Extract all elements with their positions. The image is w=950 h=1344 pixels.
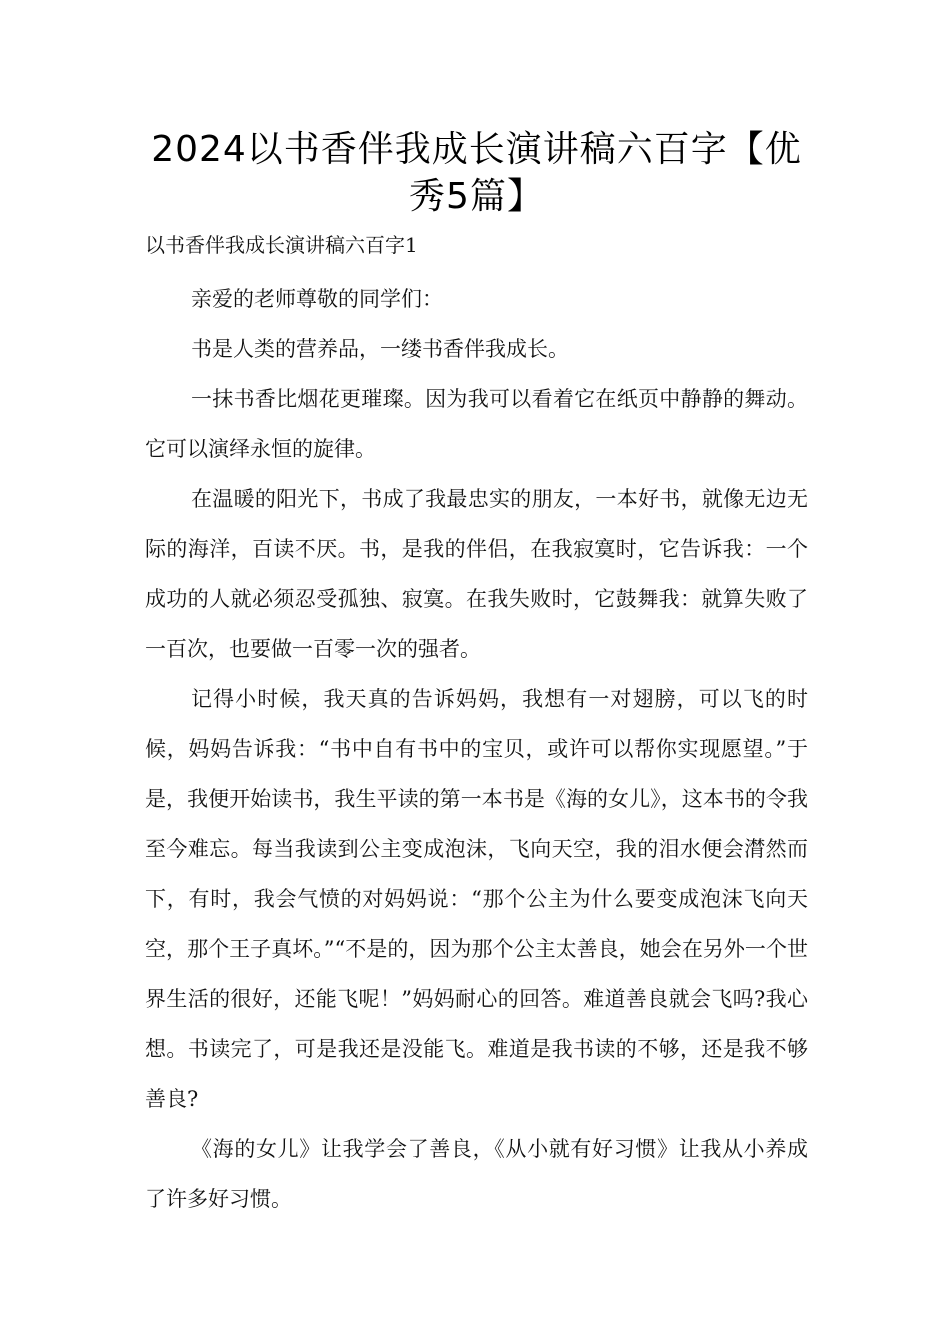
document-title: 2024以书香伴我成长演讲稿六百字【优秀5篇】 (151, 129, 802, 217)
paragraph: 书是人类的营养品，一缕书香伴我成长。 (191, 337, 569, 361)
paragraph-greeting: 亲爱的老师尊敬的同学们： (191, 287, 443, 311)
paragraph: 在温暖的阳光下，书成了我最忠实的朋友，一本好书，就像无边无际的海洋，百读不厌。书，是我的伴侣，在我寂寞时，它告诉我：一个成功的人就必须忍受孤独、寂寞。在我失败时，它鼓舞我：就算失败了一百次，也要做一百零一次的强者。 (145, 487, 808, 661)
paragraph: 记得小时候，我天真的告诉妈妈，我想有一对翅膀，可以飞的时候，妈妈告诉我：“书中自有书中的宝贝，或许可以帮你实现愿望。”于是，我便开始读书，我生平读的第一本书是《海的女儿》，这本书的令我至今难忘。每当我读到公主变成泡沫，飞向天空，我的泪水便会潸然而下，有时，我会气愤的对妈妈说：“那个公主为什么要变成泡沫飞向天空，那个王子真坏。”“不是的，因为那个公主太善良，她会在另外一个世界生活的很好，还能飞呢！”妈妈耐心的回答。难道善良就会飞吗?我心想。书读完了，可是我还是没能飞。难道是我书读的不够，还是我不够善良? (145, 687, 808, 1111)
body-text (145, 274, 808, 1224)
paragraph: 一抹书香比烟花更璀璨。因为我可以看着它在纸页中静静的舞动。它可以演绎永恒的旋律。 (145, 387, 808, 461)
section-heading: 以书香伴我成长演讲稿六百字1 (145, 233, 418, 257)
paragraph: 《海的女儿》让我学会了善良，《从小就有好习惯》让我从小养成了许多好习惯。 (145, 1137, 808, 1211)
